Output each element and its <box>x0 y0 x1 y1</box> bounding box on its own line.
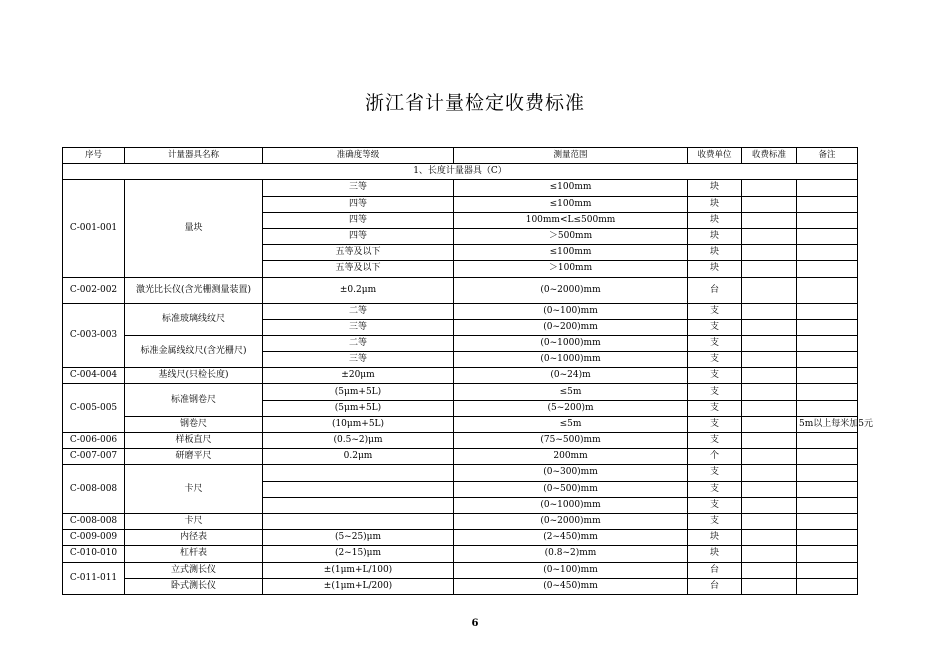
grade-cell: 四等 <box>263 196 454 212</box>
range-cell: (75~500)mm <box>454 433 688 449</box>
fee-cell <box>742 400 797 416</box>
fee-cell <box>742 562 797 578</box>
table-row <box>63 180 858 196</box>
row-code: C-003-003 <box>63 303 125 368</box>
row-code: C-006-006 <box>63 433 125 449</box>
table-row <box>63 416 858 432</box>
row-code: C-004-004 <box>63 368 125 384</box>
grade-cell: (2~15)μm <box>263 546 454 562</box>
page-title: 浙江省计量检定收费标准 <box>364 92 585 114</box>
fee-cell <box>742 196 797 212</box>
range-cell: ≤5m <box>454 384 688 400</box>
page-number: 6 <box>471 618 479 629</box>
remark-cell <box>797 400 858 416</box>
grade-cell: (5~25)μm <box>263 530 454 546</box>
grade-cell: ±0.2μm <box>263 277 454 303</box>
table-row <box>63 449 858 465</box>
row-name: 立式测长仪 <box>125 562 263 578</box>
range-cell: (2~450)mm <box>454 530 688 546</box>
row-code: C-009-009 <box>63 530 125 546</box>
unit-cell: 支 <box>688 319 742 335</box>
fee-cell <box>742 261 797 277</box>
range-cell: ≤100mm <box>454 196 688 212</box>
unit-cell: 个 <box>688 449 742 465</box>
row-name: 激光比长仪(含光栅测量装置) <box>125 277 263 303</box>
unit-cell: 块 <box>688 196 742 212</box>
row-name: 卡尺 <box>125 513 263 529</box>
fee-cell <box>742 513 797 529</box>
unit-cell: 块 <box>688 245 742 261</box>
fee-cell <box>742 335 797 351</box>
range-cell: ＞100mm <box>454 261 688 277</box>
unit-cell: 支 <box>688 368 742 384</box>
remark-cell <box>797 368 858 384</box>
row-name: 内径表 <box>125 530 263 546</box>
grade-cell: 二等 <box>263 335 454 351</box>
table-row <box>63 530 858 546</box>
fee-cell <box>742 277 797 303</box>
fee-cell <box>742 228 797 244</box>
remark-cell <box>797 245 858 261</box>
grade-cell <box>263 465 454 481</box>
range-cell: (0~2000)mm <box>454 513 688 529</box>
row-code: C-002-002 <box>63 277 125 303</box>
remark-cell <box>797 261 858 277</box>
grade-cell <box>263 497 454 513</box>
row-code: C-007-007 <box>63 449 125 465</box>
fee-cell <box>742 481 797 497</box>
range-cell: ≤100mm <box>454 180 688 196</box>
unit-cell: 支 <box>688 416 742 432</box>
fee-cell <box>742 319 797 335</box>
grade-cell: 五等及以下 <box>263 245 454 261</box>
table-row <box>63 578 858 594</box>
unit-cell: 支 <box>688 497 742 513</box>
unit-cell: 支 <box>688 433 742 449</box>
remark-cell <box>797 481 858 497</box>
table-row <box>63 368 858 384</box>
range-cell: (0~1000)mm <box>454 497 688 513</box>
unit-cell: 支 <box>688 352 742 368</box>
row-name: 杠杆表 <box>125 546 263 562</box>
table-row <box>63 513 858 529</box>
header-grade: 准确度等级 <box>263 148 454 164</box>
range-cell: (0~200)mm <box>454 319 688 335</box>
range-cell: 100mm<L≤500mm <box>454 212 688 228</box>
table-row <box>63 562 858 578</box>
fee-cell <box>742 416 797 432</box>
fee-cell <box>742 578 797 594</box>
grade-cell: 二等 <box>263 303 454 319</box>
fee-cell <box>742 245 797 261</box>
header-remark: 备注 <box>797 148 858 164</box>
range-cell: (0.8~2)mm <box>454 546 688 562</box>
fee-cell <box>742 546 797 562</box>
row-name: 标准金属线纹尺(含光栅尺) <box>125 335 263 367</box>
fee-table <box>62 147 873 595</box>
unit-cell: 台 <box>688 578 742 594</box>
range-cell: ≤5m <box>454 416 688 432</box>
range-cell: (0~1000)mm <box>454 352 688 368</box>
fee-cell <box>742 530 797 546</box>
fee-cell <box>742 352 797 368</box>
table-row <box>63 335 858 351</box>
table-row <box>63 384 858 400</box>
table-row <box>63 546 858 562</box>
range-cell: (0~450)mm <box>454 578 688 594</box>
remark-cell <box>797 513 858 529</box>
unit-cell: 块 <box>688 212 742 228</box>
remark-cell <box>797 530 858 546</box>
remark-cell <box>797 180 858 196</box>
grade-cell <box>263 513 454 529</box>
grade-cell: (5μm+5L) <box>263 400 454 416</box>
remark-cell <box>797 319 858 335</box>
unit-cell: 支 <box>688 465 742 481</box>
grade-cell: (5μm+5L) <box>263 384 454 400</box>
fee-cell <box>742 497 797 513</box>
section-row <box>63 164 858 180</box>
grade-cell: ±20μm <box>263 368 454 384</box>
range-cell: (0~100)mm <box>454 562 688 578</box>
table-row <box>63 277 858 303</box>
grade-cell: 四等 <box>263 228 454 244</box>
fee-cell <box>742 465 797 481</box>
table-row <box>63 433 858 449</box>
unit-cell: 支 <box>688 400 742 416</box>
remark-cell <box>797 578 858 594</box>
grade-cell: 五等及以下 <box>263 261 454 277</box>
row-name: 样板直尺 <box>125 433 263 449</box>
fee-cell <box>742 303 797 319</box>
range-cell: (0~500)mm <box>454 481 688 497</box>
fee-cell <box>742 384 797 400</box>
grade-cell: 三等 <box>263 180 454 196</box>
grade-cell: (10μm+5L) <box>263 416 454 432</box>
remark-cell <box>797 228 858 244</box>
unit-cell: 台 <box>688 277 742 303</box>
row-code: C-008-008 <box>63 465 125 514</box>
unit-cell: 块 <box>688 180 742 196</box>
unit-cell: 支 <box>688 335 742 351</box>
grade-cell: 三等 <box>263 319 454 335</box>
row-code: C-008-008 <box>63 513 125 529</box>
unit-cell: 支 <box>688 384 742 400</box>
section-title: 1、长度计量器具（C） <box>63 164 858 180</box>
remark-cell <box>797 433 858 449</box>
range-cell: (0~300)mm <box>454 465 688 481</box>
fee-cell <box>742 180 797 196</box>
row-name: 卡尺 <box>125 465 263 514</box>
unit-cell: 支 <box>688 481 742 497</box>
range-cell: (0~1000)mm <box>454 335 688 351</box>
unit-cell: 块 <box>688 546 742 562</box>
header-unit: 收费单位 <box>688 148 742 164</box>
row-name: 钢卷尺 <box>125 416 263 432</box>
remark-cell <box>797 465 858 481</box>
table-header-row <box>63 148 858 164</box>
remark-cell <box>797 449 858 465</box>
row-code: C-001-001 <box>63 180 125 277</box>
fee-cell <box>742 368 797 384</box>
remark-cell <box>797 303 858 319</box>
remark-cell <box>797 352 858 368</box>
header-range: 测量范围 <box>454 148 688 164</box>
row-name: 基线尺(只检长度) <box>125 368 263 384</box>
range-cell: (0~24)m <box>454 368 688 384</box>
fee-cell <box>742 449 797 465</box>
remark-cell: 5m以上每米加5元 <box>797 416 858 432</box>
grade-cell: 四等 <box>263 212 454 228</box>
grade-cell: (0.5~2)μm <box>263 433 454 449</box>
range-cell: (5~200)m <box>454 400 688 416</box>
row-name: 标准钢卷尺 <box>125 384 263 416</box>
unit-cell: 块 <box>688 530 742 546</box>
row-code: C-005-005 <box>63 384 125 433</box>
remark-cell <box>797 384 858 400</box>
range-cell: (0~100)mm <box>454 303 688 319</box>
unit-cell: 块 <box>688 261 742 277</box>
remark-cell <box>797 196 858 212</box>
range-cell: ≤100mm <box>454 245 688 261</box>
grade-cell: 三等 <box>263 352 454 368</box>
unit-cell: 支 <box>688 513 742 529</box>
fee-cell <box>742 212 797 228</box>
remark-cell <box>797 212 858 228</box>
row-code: C-010-010 <box>63 546 125 562</box>
remark-cell <box>797 546 858 562</box>
unit-cell: 支 <box>688 303 742 319</box>
range-cell: (0~2000)mm <box>454 277 688 303</box>
grade-cell: ±(1μm+L/200) <box>263 578 454 594</box>
unit-cell: 块 <box>688 228 742 244</box>
fee-cell <box>742 433 797 449</box>
row-code: C-011-011 <box>63 562 125 594</box>
table-row <box>63 465 858 481</box>
table-row <box>63 303 858 319</box>
header-fee: 收费标准 <box>742 148 797 164</box>
row-name: 研磨平尺 <box>125 449 263 465</box>
header-seq: 序号 <box>63 148 125 164</box>
grade-cell <box>263 481 454 497</box>
remark-cell <box>797 335 858 351</box>
grade-cell: 0.2μm <box>263 449 454 465</box>
row-name: 卧式测长仪 <box>125 578 263 594</box>
remark-cell <box>797 497 858 513</box>
range-cell: 200mm <box>454 449 688 465</box>
grade-cell: ±(1μm+L/100) <box>263 562 454 578</box>
remark-cell <box>797 277 858 303</box>
range-cell: ＞500mm <box>454 228 688 244</box>
header-name: 计量器具名称 <box>125 148 263 164</box>
unit-cell: 台 <box>688 562 742 578</box>
remark-cell <box>797 562 858 578</box>
row-name: 标准玻璃线纹尺 <box>125 303 263 335</box>
row-name: 量块 <box>125 180 263 277</box>
